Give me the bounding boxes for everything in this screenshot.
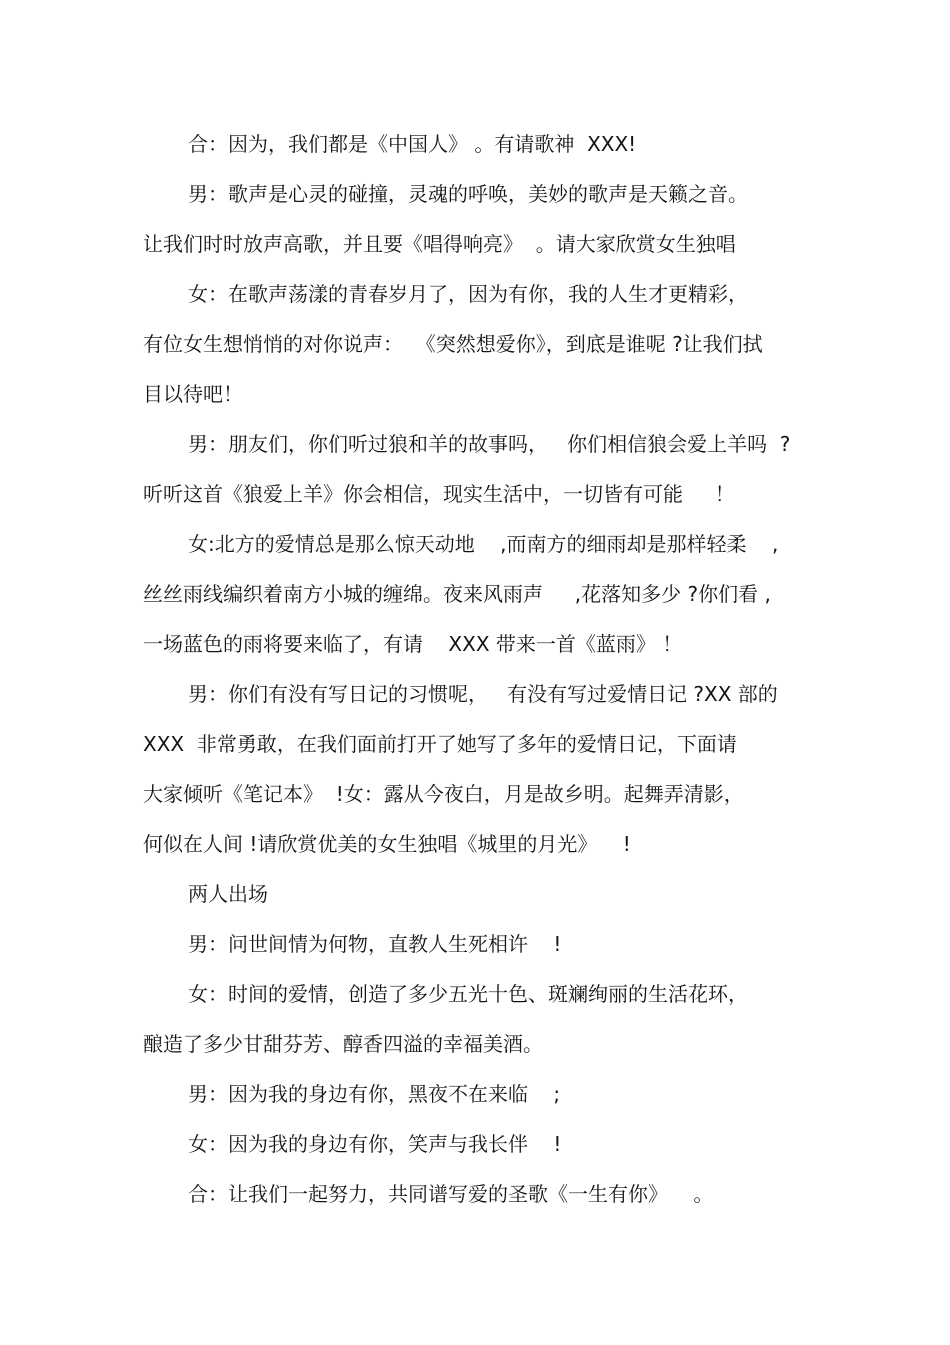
paragraph-line: 大家倾听《笔记本》 !女：露从今夜白，月是故乡明。起舞弄清影， (143, 782, 744, 806)
paragraph-line: 目以待吧！ (143, 382, 243, 406)
paragraph-line: 男：你们有没有写日记的习惯呢， 有没有写过爱情日记 ?XX 部的 (188, 682, 778, 706)
paragraph-line: 女:北方的爱情总是那么惊天动地 ,而南方的细雨却是那样轻柔 , (188, 532, 779, 556)
paragraph-line: 女：因为我的身边有你，笑声与我长伴 ! (188, 1132, 562, 1156)
paragraph-line: 男：因为我的身边有你，黑夜不在来临 ; (188, 1082, 561, 1106)
paragraph-line: 有位女生想悄悄的对你说声： 《突然想爱你》，到底是谁呢 ?让我们拭 (143, 332, 763, 356)
paragraph-line: XXX 非常勇敢，在我们面前打开了她写了多年的爱情日记，下面请 (143, 732, 737, 756)
paragraph-line: 让我们时时放声高歌，并且要《唱得响亮》 。请大家欣赏女生独唱 (143, 232, 736, 256)
paragraph-line: 男：问世间情为何物，直教人生死相许 ! (188, 932, 562, 956)
paragraph-line: 听听这首《狼爱上羊》你会相信，现实生活中，一切皆有可能 ！ (143, 482, 735, 506)
paragraph-line: 合：让我们一起努力，共同谱写爱的圣歌《一生有你》 。 (188, 1182, 714, 1206)
paragraph-line: 酿造了多少甘甜芬芳、醇香四溢的幸福美酒。 (143, 1032, 543, 1056)
paragraph-line: 两人出场 (188, 882, 268, 906)
paragraph-line: 女：在歌声荡漾的青春岁月了，因为有你，我的人生才更精彩， (188, 282, 748, 306)
paragraph-line: 何似在人间 !请欣赏优美的女生独唱《城里的月光》 ! (143, 832, 631, 856)
paragraph-line: 丝丝雨线编织着南方小城的缠绵。夜来风雨声 ,花落知多少 ?你们看 , (143, 582, 771, 606)
paragraph-line: 一场蓝色的雨将要来临了，有请 XXX 带来一首《蓝雨》 ！ (143, 632, 683, 656)
paragraph-line: 男：歌声是心灵的碰撞，灵魂的呼唤，美妙的歌声是天籁之音。 (188, 182, 748, 206)
paragraph-line: 合：因为，我们都是《中国人》 。有请歌神 XXX! (188, 132, 637, 156)
paragraph-line: 女：时间的爱情，创造了多少五光十色、斑斓绚丽的生活花环， (188, 982, 748, 1006)
paragraph-line: 男：朋友们，你们听过狼和羊的故事吗， 你们相信狼会爱上羊吗 ? (188, 432, 791, 456)
